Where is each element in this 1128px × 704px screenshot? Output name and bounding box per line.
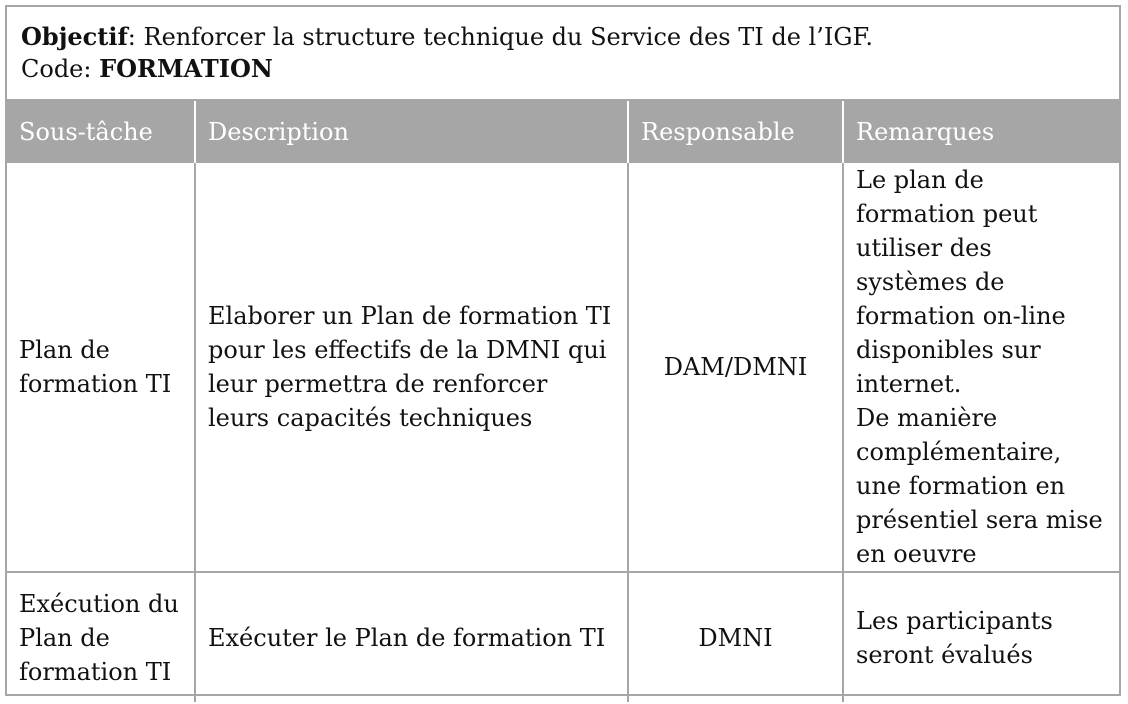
header-subtask: Sous-tâche bbox=[7, 101, 195, 163]
formation-document bbox=[5, 5, 1121, 696]
description-cell: Elaborer un Plan de formation TI pour les effectifs de la DMNI qui leur permettra de renforcer leurs capacités techniques bbox=[195, 163, 628, 572]
table-row bbox=[7, 163, 1119, 572]
header-row bbox=[7, 101, 1119, 163]
remark-text: Le plan de formation peut utiliser des systèmes de formation on-line disponibles sur internet. bbox=[856, 166, 1066, 398]
objective-line bbox=[21, 21, 1105, 53]
remarks-cell bbox=[843, 572, 1119, 702]
objective-text: : Renforcer la structure technique du Service des TI de l’IGF. bbox=[127, 23, 874, 51]
header-responsible: Responsable bbox=[628, 101, 843, 163]
responsible-cell: DAM/DMNI bbox=[628, 163, 843, 572]
code-line bbox=[21, 53, 1105, 85]
table-row bbox=[7, 572, 1119, 702]
tasks-table bbox=[7, 101, 1119, 702]
code-label: Code: bbox=[21, 55, 100, 83]
remarks-cell bbox=[843, 163, 1119, 572]
subtask-cell: Exécution du Plan de formation TI bbox=[7, 572, 195, 702]
objective-label: Objectif bbox=[21, 22, 128, 51]
objective-block bbox=[7, 7, 1119, 101]
responsible-cell: DMNI bbox=[628, 572, 843, 702]
header-description: Description bbox=[195, 101, 628, 163]
subtask-cell: Plan de formation TI bbox=[7, 163, 195, 572]
header-remarks: Remarques bbox=[843, 101, 1119, 163]
code-value: FORMATION bbox=[99, 54, 273, 83]
description-cell: Exécuter le Plan de formation TI bbox=[195, 572, 628, 702]
remark-text: De manière complémentaire, une formation en présentiel sera mise en oeuvre bbox=[856, 404, 1103, 568]
remark-text: Les participants seront évalués bbox=[856, 606, 1053, 669]
